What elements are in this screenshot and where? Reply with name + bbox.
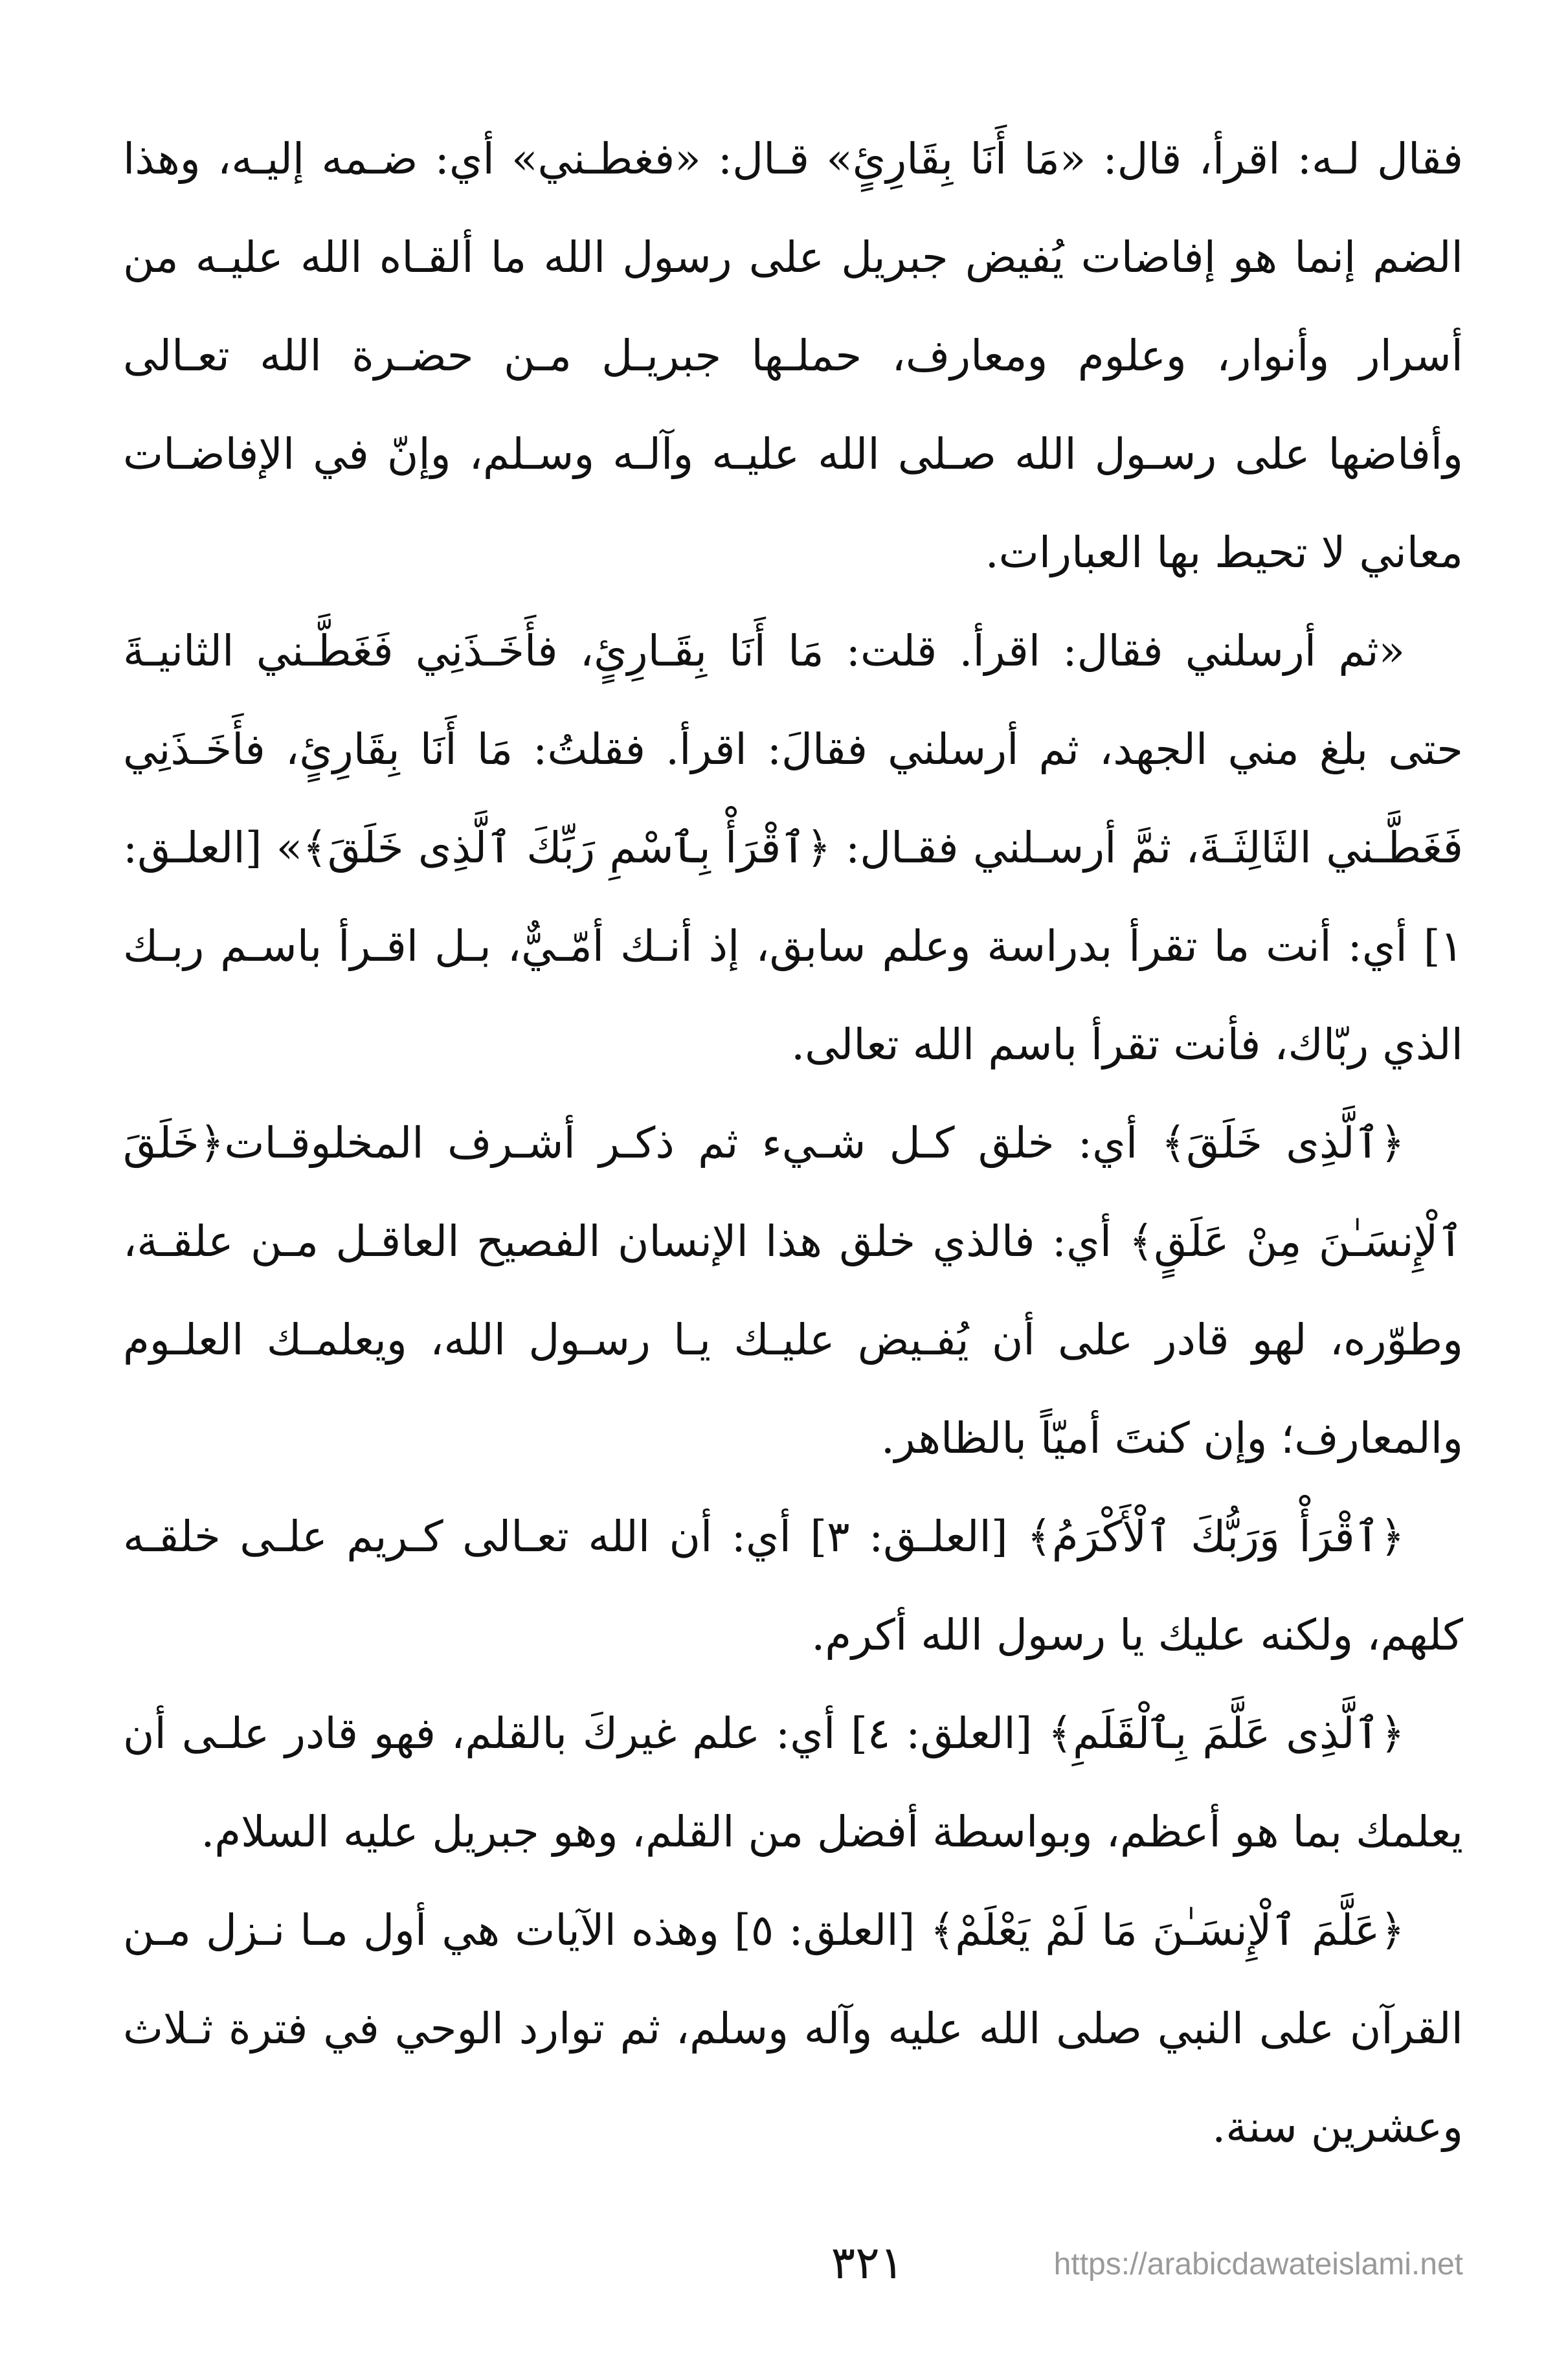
paragraph-3: ﴿ٱلَّذِى خَلَقَ﴾ أي: خلق كـل شـيء ثم ذكـر أشـرف المخلوقـات﴿خَلَقَ ٱلْإِنسَـٰنَ مِنْ عَلَقٍ﴾ أي: فالذي خلق هذا الإنسان الفصيح العاقـل مـن علقـة، وطوّره، لهو قادر على أن يُفـيض عليـك يـا رسـول الله، ويعلمـك العلـوم والمعارف؛ وإن كنتَ أميّاً بالظاهر. (123, 1118, 1463, 1463)
paragraph-1: فقال لـه: اقرأ، قال: «مَا أَنَا بِقَارِئٍ» قـال: «فغطـني» أي: ضـمه إليـه، وهذا الضم إنما هو إفاضات يُفيض جبريل على رسول الله ما ألقـاه الله عليـه من أسرار وأنوار، وعلوم ومعارف، حملـها جبريـل مـن حضـرة الله تعـالى وأفاضها على رسـول الله صـلى الله عليـه وآلـه وسـلم، وإنّ في الإفاضـات معاني لا تحيط بها العبارات. (123, 134, 1463, 577)
body-text (123, 110, 1463, 2177)
page-footer (123, 2227, 1463, 2298)
paragraph-2: «ثم أرسلني فقال: اقرأ. قلت: مَا أَنَا بِقَـارِئٍ، فأَخَـذَنِي فَغَطَّـني الثانيـةَ حتى بلغ مني الجهد، ثم أرسلني فقالَ: اقرأ. فقلتُ: مَا أَنَا بِقَارِئٍ، فأَخَـذَنِي فَغَطَّـني الثَالِثَـةَ، ثمَّ أرسـلني فقـال: ﴿ٱقْرَأْ بِٱسْمِ رَبِّكَ ٱلَّذِى خَلَقَ﴾» [العلـق: ١] أي: أنت ما تقرأ بدراسة وعلم سابق، إذ أنـك أمّـيٌّ، بـل اقـرأ باسـم ربـك الذي ربّاك، فأنت تقرأ باسم الله تعالى. (123, 626, 1463, 1070)
paragraph-5: ﴿ٱلَّذِى عَلَّمَ بِٱلْقَلَمِ﴾ [العلق: ٤] أي: علم غيركَ بالقلم، فهو قادر علـى أن يعلمك بما هو أعظم، وبواسطة أفضل من القلم، وهو جبريل عليه السلام. (123, 1709, 1463, 1857)
page-number: ٣٢١ (831, 2236, 904, 2289)
site-url-watermark[interactable]: https://arabicdawateislami.net (1053, 2247, 1463, 2281)
paragraph-4: ﴿ٱقْرَأْ وَرَبُّكَ ٱلْأَكْرَمُ﴾ [العلـق: ٣] أي: أن الله تعـالى كـريم علـى خلقـه كلهم، ولكنه عليك يا رسول الله أكرم. (123, 1512, 1463, 1660)
paragraph-6: ﴿عَلَّمَ ٱلْإِنسَـٰنَ مَا لَمْ يَعْلَمْ﴾ [العلق: ٥] وهذه الآيات هي أول مـا نـزل مـن القرآن على النبي صلى الله عليه وآله وسلم، ثم توارد الوحي في فترة ثـلاث وعشرين سنة. (123, 1905, 1463, 2152)
